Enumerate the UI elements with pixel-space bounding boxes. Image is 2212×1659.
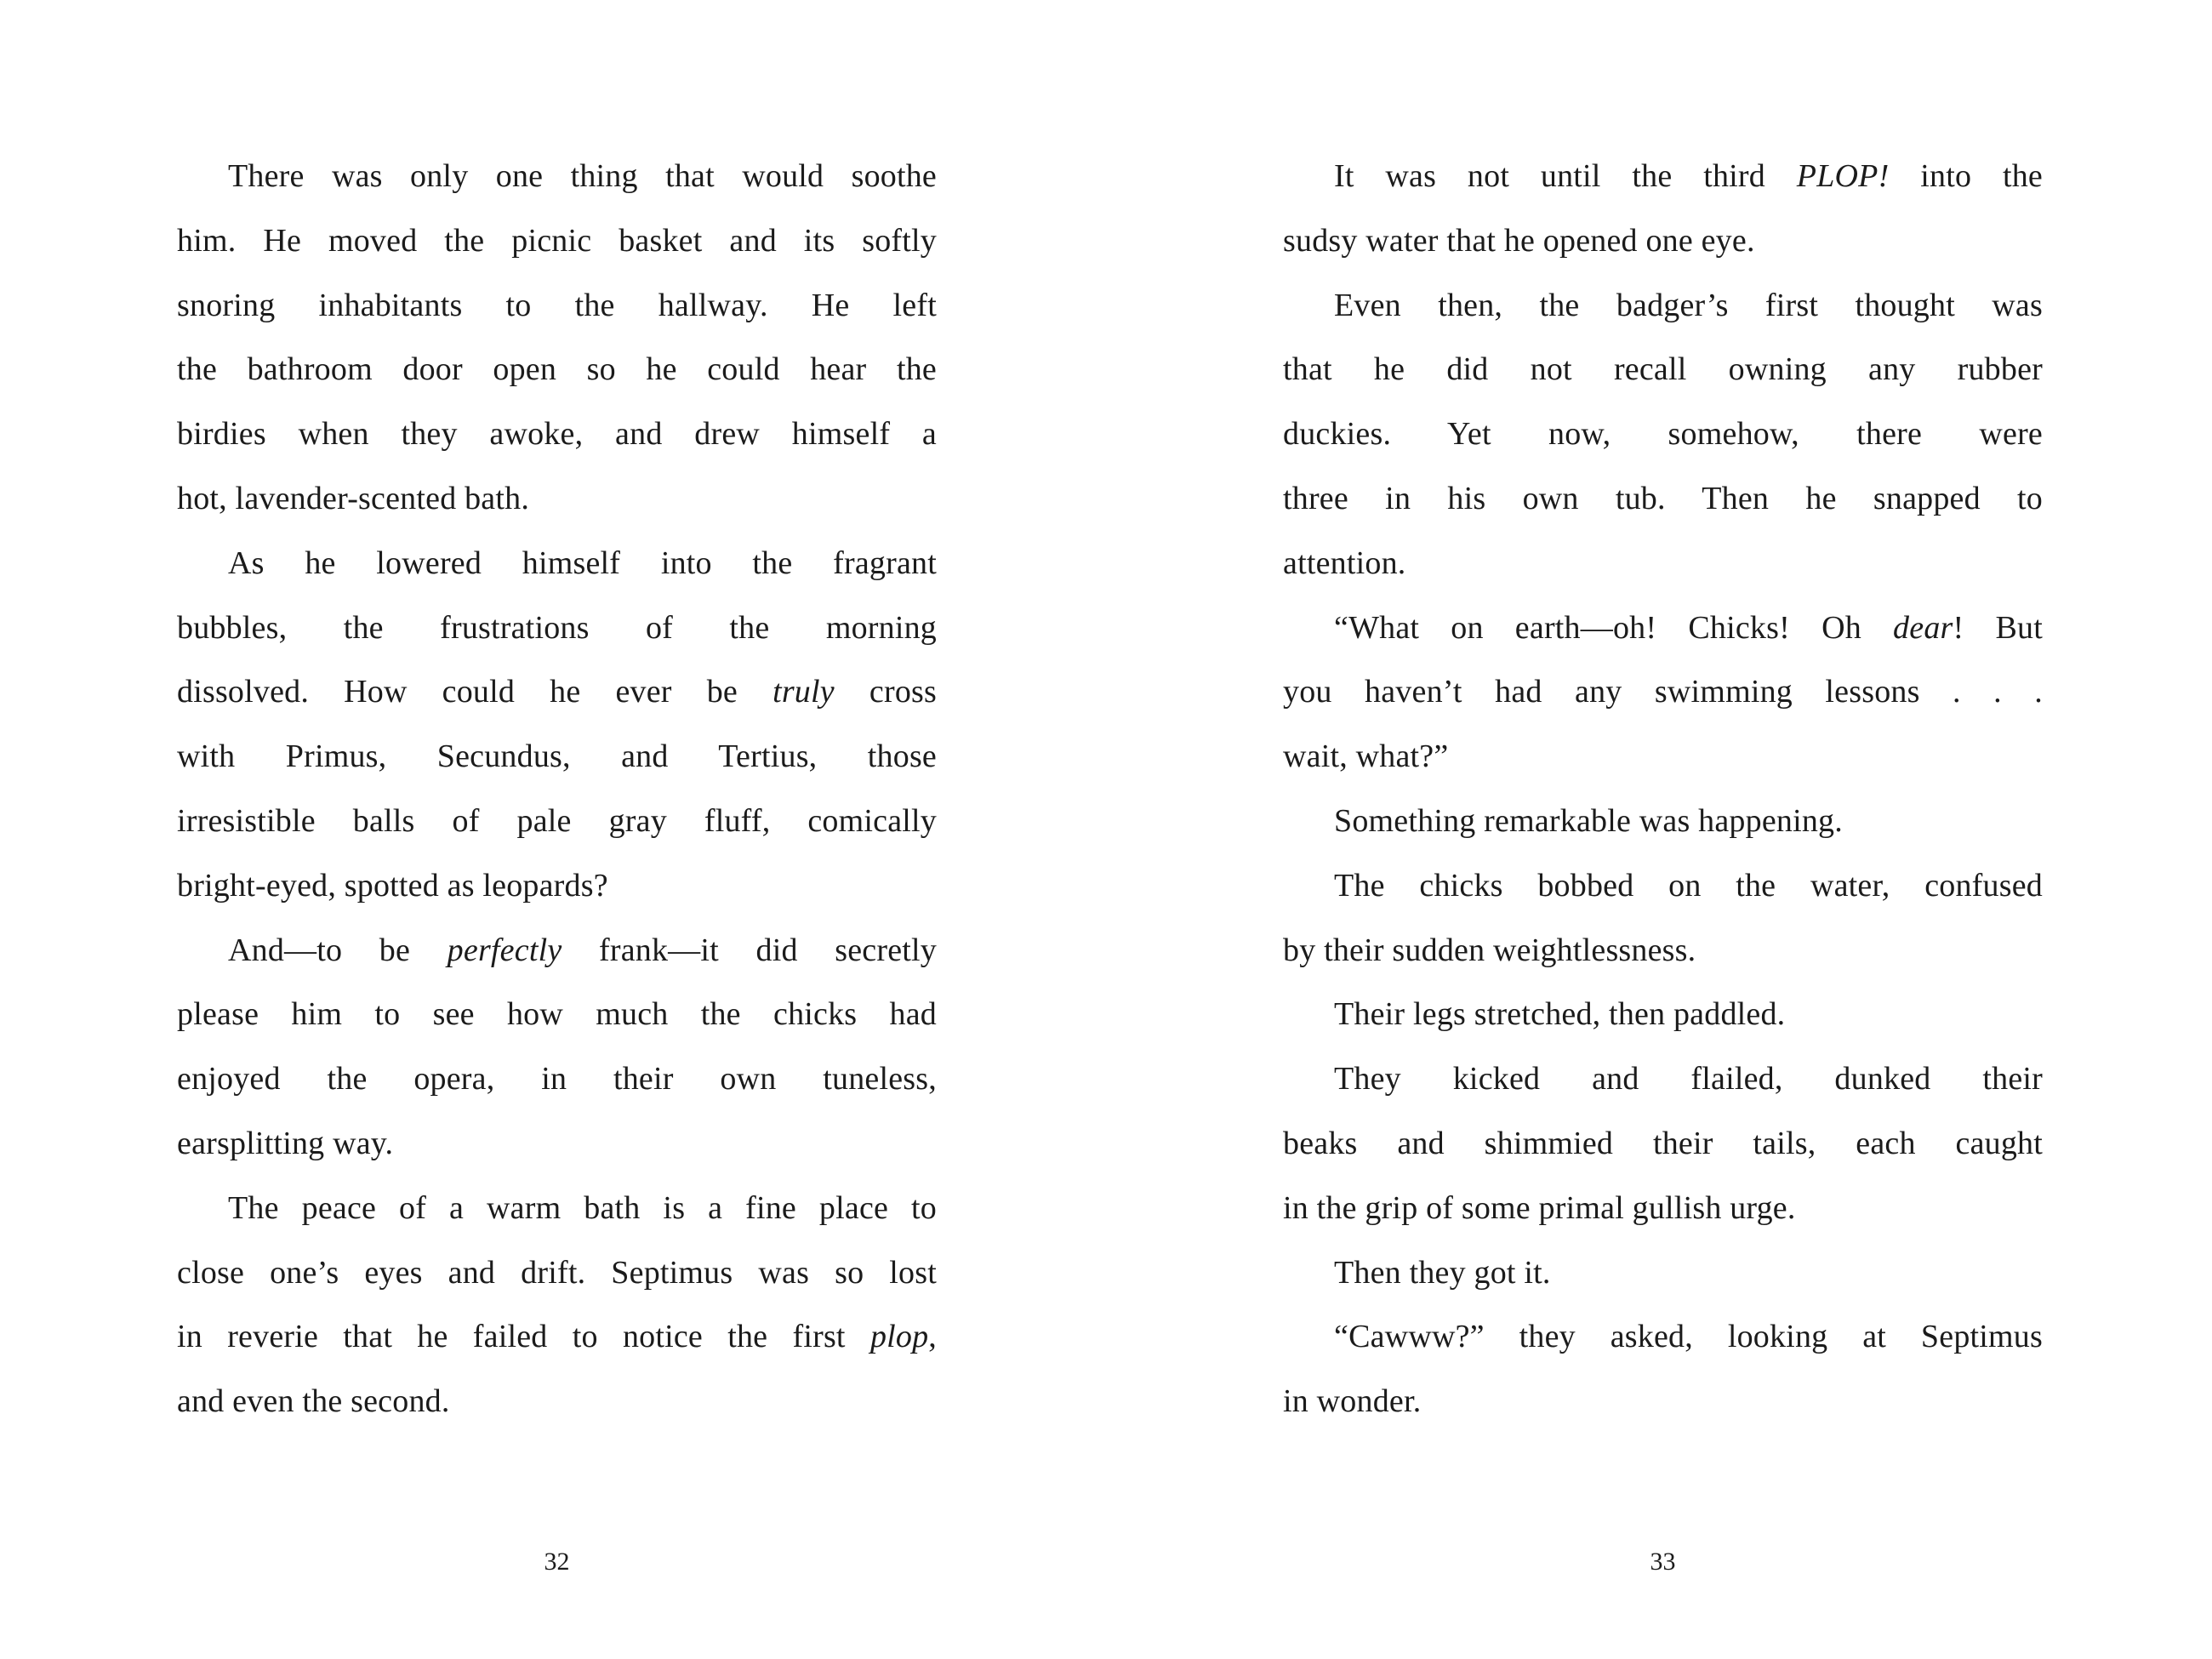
text-segment: that he did not recall owning any rubber: [1283, 351, 2043, 388]
text-segment: As he lowered himself into the fragrant: [228, 544, 937, 581]
text-segment: hot, lavender-scented bath.: [177, 480, 530, 516]
page-right: [1106, 0, 2212, 1659]
text-segment: wait, what?”: [1283, 738, 1449, 775]
text-segment: into the: [1889, 158, 2043, 194]
text-line: [177, 1370, 937, 1434]
text-segment: The peace of a warm bath is a fine place to: [228, 1189, 937, 1226]
text-segment: beaks and shimmied their tails, each caught: [1283, 1125, 2043, 1161]
text-segment: enjoyed the opera, in their own tuneless,: [177, 1061, 937, 1097]
text-line: [177, 274, 937, 339]
text-segment: “What on earth—oh! Chicks! Oh: [1334, 609, 1894, 646]
text-segment: dissolved. How could he ever be: [177, 674, 773, 710]
text-segment: Something remarkable was happening.: [1334, 802, 1843, 839]
text-segment: you haven’t had any swimming lessons . . .: [1283, 674, 2043, 710]
text-segment: Their legs stretched, then paddled.: [1334, 996, 1786, 1033]
text-segment: There was only one thing that would soothe: [228, 158, 937, 194]
text-segment: three in his own tub. Then he snapped to: [1283, 480, 2043, 516]
text-segment: snoring inhabitants to the hallway. He left: [177, 287, 937, 323]
text-segment: in the grip of some primal gullish urge.: [1283, 1189, 1796, 1226]
text-line: [177, 1241, 937, 1306]
text-segment: bubbles, the frustrations of the morning: [177, 609, 937, 646]
text-line: [1283, 1047, 2043, 1112]
page-number-left: 32: [544, 1548, 570, 1576]
text-segment: frank—it did secretly: [562, 932, 938, 968]
text-segment: him. He moved the picnic basket and its softly: [177, 222, 937, 259]
text-segment: It was not until the third: [1334, 158, 1797, 194]
italic-text: perfectly: [447, 932, 562, 968]
text-segment: with Primus, Secundus, and Tertius, those: [177, 738, 937, 775]
italic-text: truly: [772, 674, 835, 710]
text-line: [1283, 983, 2043, 1047]
text-segment: cross: [834, 674, 938, 710]
text-segment: irresistible balls of pale gray fluff, comically: [177, 802, 937, 839]
text-line: [1283, 467, 2043, 532]
text-line: [177, 338, 937, 402]
text-line: [1283, 1112, 2043, 1177]
text-line: [177, 1112, 937, 1177]
text-line: [177, 1047, 937, 1112]
text-segment: and even the second.: [177, 1383, 450, 1420]
page-number-right: 33: [1650, 1548, 1676, 1576]
text-line: [1283, 854, 2043, 919]
text-segment: birdies when they awoke, and drew himself a: [177, 416, 937, 453]
text-line: [1283, 274, 2043, 339]
text-segment: bright-eyed, spotted as leopards?: [177, 867, 608, 904]
text-line: [177, 145, 937, 209]
text-line: [1283, 660, 2043, 725]
text-line: [177, 725, 937, 790]
text-segment: the bathroom door open so he could hear the: [177, 351, 937, 388]
text-line: [1283, 596, 2043, 661]
text-segment: The chicks bobbed on the water, confused: [1334, 867, 2043, 904]
text-line: [177, 790, 937, 854]
text-line: [177, 919, 937, 983]
text-segment: ,: [928, 1319, 937, 1355]
text-line: [177, 983, 937, 1047]
text-line: [177, 1177, 937, 1241]
text-line: [1283, 919, 2043, 983]
text-line: [177, 660, 937, 725]
text-segment: They kicked and flailed, dunked their: [1334, 1061, 2043, 1097]
text-segment: Then they got it.: [1334, 1254, 1551, 1291]
text-segment: in reverie that he failed to notice the first: [177, 1319, 870, 1355]
text-line: [1283, 1370, 2043, 1434]
text-line: [1283, 725, 2043, 790]
text-line: [1283, 1177, 2043, 1241]
page-left-text: [177, 145, 937, 1434]
text-segment: please him to see how much the chicks had: [177, 996, 937, 1033]
page-right-text: [1283, 145, 2043, 1434]
text-line: [177, 854, 937, 919]
italic-text: PLOP!: [1796, 158, 1890, 194]
text-segment: duckies. Yet now, somehow, there were: [1283, 416, 2043, 453]
text-line: [1283, 338, 2043, 402]
text-segment: And—to be: [228, 932, 448, 968]
text-line: [1283, 145, 2043, 209]
text-segment: in wonder.: [1283, 1383, 1422, 1420]
text-segment: by their sudden weightlessness.: [1283, 932, 1696, 968]
italic-text: plop: [869, 1319, 929, 1355]
text-line: [1283, 532, 2043, 596]
text-line: [177, 532, 937, 596]
text-line: [1283, 209, 2043, 274]
text-line: [177, 467, 937, 532]
text-segment: ! But: [1953, 609, 2043, 646]
text-segment: “Cawww?” they asked, looking at Septimus: [1334, 1319, 2043, 1355]
text-line: [1283, 1241, 2043, 1306]
text-segment: Even then, the badger’s first thought was: [1334, 287, 2043, 323]
text-line: [177, 596, 937, 661]
text-line: [1283, 1305, 2043, 1370]
text-segment: earsplitting way.: [177, 1125, 394, 1161]
text-line: [177, 1305, 937, 1370]
text-line: [1283, 790, 2043, 854]
text-line: [177, 209, 937, 274]
text-segment: sudsy water that he opened one eye.: [1283, 222, 1755, 259]
italic-text: dear: [1893, 609, 1953, 646]
text-line: [1283, 402, 2043, 467]
text-line: [177, 402, 937, 467]
text-segment: attention.: [1283, 544, 1406, 581]
text-segment: close one’s eyes and drift. Septimus was so lost: [177, 1254, 937, 1291]
